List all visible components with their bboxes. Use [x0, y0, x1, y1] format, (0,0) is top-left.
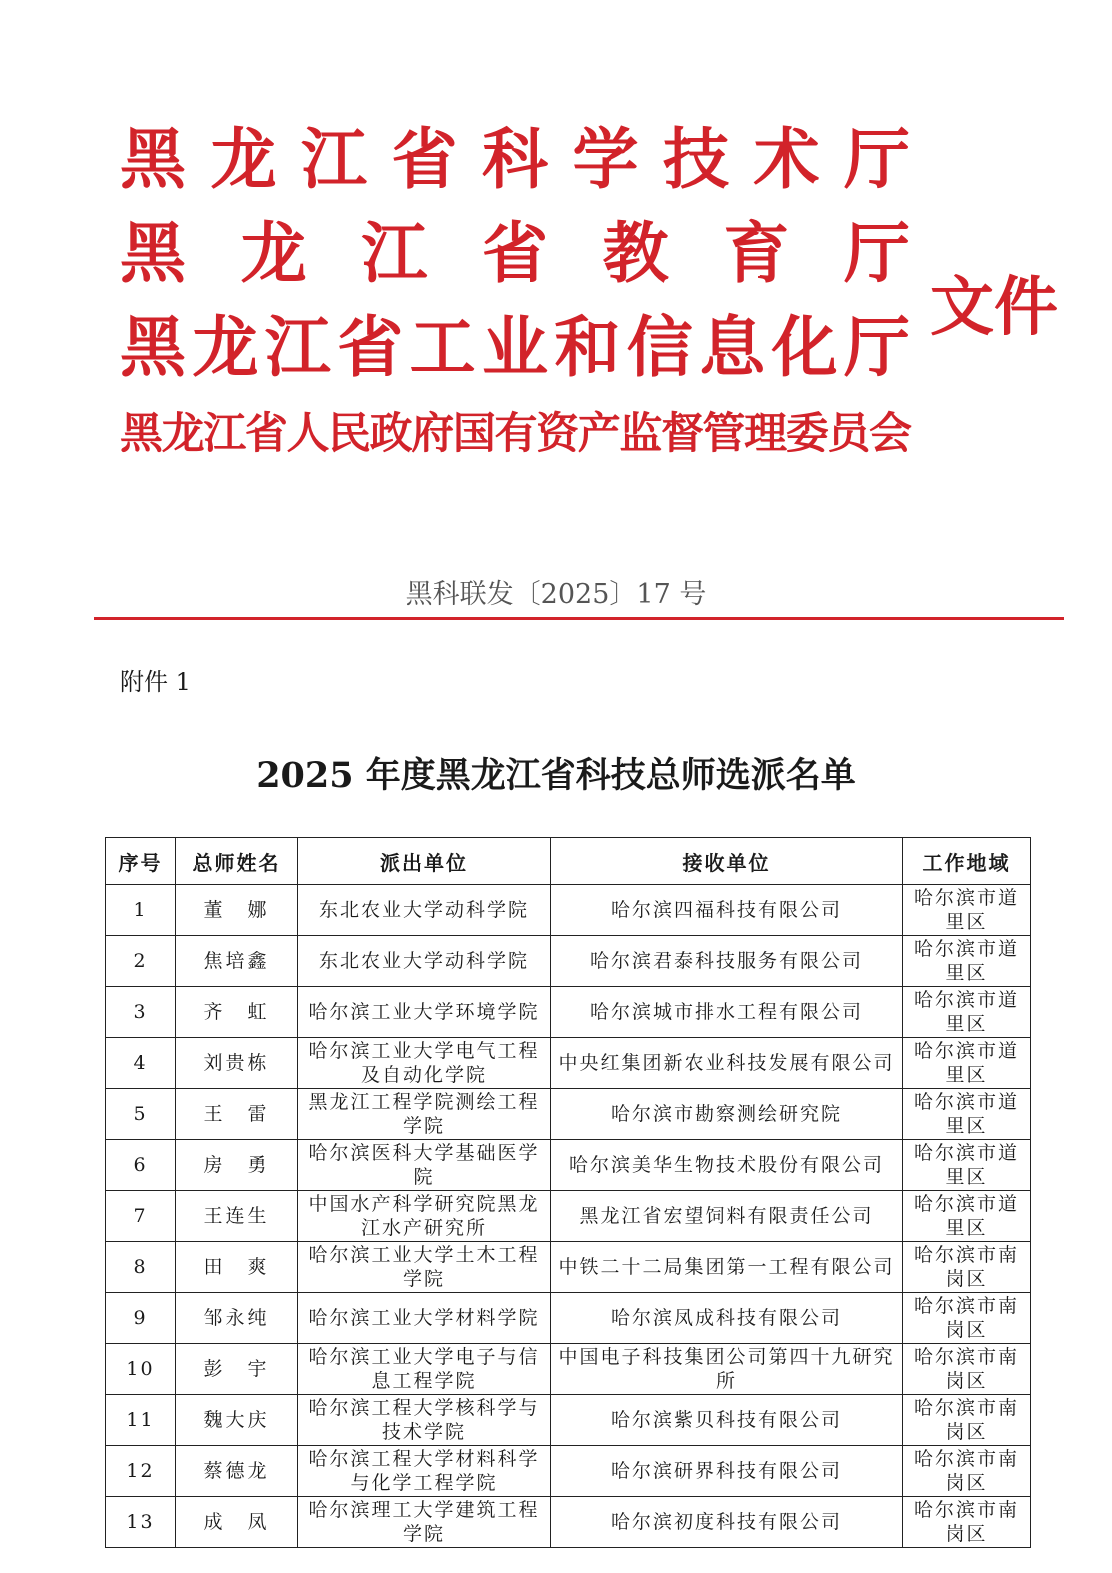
cell-to: 哈尔滨研界科技有限公司: [551, 1446, 903, 1497]
cell-no: 5: [106, 1089, 176, 1140]
cell-region: 哈尔滨市南岗区: [903, 1242, 1031, 1293]
table-row: [106, 1293, 1031, 1344]
cell-region: 哈尔滨市道里区: [903, 936, 1031, 987]
cell-from: 哈尔滨理工大学建筑工程学院: [298, 1497, 551, 1548]
cell-no: 10: [106, 1344, 176, 1395]
cell-from: 哈尔滨工业大学土木工程学院: [298, 1242, 551, 1293]
cell-name: 邹永纯: [176, 1293, 298, 1344]
cell-to: 哈尔滨四福科技有限公司: [551, 885, 903, 936]
cell-from: 哈尔滨工业大学电子与信息工程学院: [298, 1344, 551, 1395]
agency-name-2: 黑龙江省教育厅: [120, 214, 910, 292]
cell-no: 13: [106, 1497, 176, 1548]
cell-from: 东北农业大学动科学院: [298, 885, 551, 936]
cell-no: 9: [106, 1293, 176, 1344]
cell-to: 哈尔滨凤成科技有限公司: [551, 1293, 903, 1344]
cell-from: 黑龙江工程学院测绘工程学院: [298, 1089, 551, 1140]
cell-from: 中国水产科学研究院黑龙江水产研究所: [298, 1191, 551, 1242]
table-row: [106, 1395, 1031, 1446]
cell-from: 哈尔滨工程大学核科学与技术学院: [298, 1395, 551, 1446]
cell-to: 哈尔滨君泰科技服务有限公司: [551, 936, 903, 987]
cell-region: 哈尔滨市道里区: [903, 987, 1031, 1038]
cell-name: 董 娜: [176, 885, 298, 936]
table-row: [106, 1446, 1031, 1497]
cell-from: 哈尔滨工业大学环境学院: [298, 987, 551, 1038]
cell-name: 成 凤: [176, 1497, 298, 1548]
cell-from: 哈尔滨工程大学材料科学与化学工程学院: [298, 1446, 551, 1497]
cell-no: 7: [106, 1191, 176, 1242]
red-divider: [94, 617, 1064, 620]
cell-from: 哈尔滨工业大学电气工程及自动化学院: [298, 1038, 551, 1089]
cell-region: 哈尔滨市道里区: [903, 1038, 1031, 1089]
cell-name: 焦培鑫: [176, 936, 298, 987]
cell-to: 哈尔滨城市排水工程有限公司: [551, 987, 903, 1038]
cell-name: 彭 宇: [176, 1344, 298, 1395]
cell-to: 中央红集团新农业科技发展有限公司: [551, 1038, 903, 1089]
cell-no: 12: [106, 1446, 176, 1497]
cell-no: 6: [106, 1140, 176, 1191]
cell-name: 房 勇: [176, 1140, 298, 1191]
agency-name-3: 黑龙江省工业和信息化厅: [120, 308, 910, 386]
cell-to: 中铁二十二局集团第一工程有限公司: [551, 1242, 903, 1293]
table-row: [106, 1089, 1031, 1140]
cell-no: 4: [106, 1038, 176, 1089]
col-header-no: 序号: [106, 838, 176, 885]
cell-no: 8: [106, 1242, 176, 1293]
cell-to: 黑龙江省宏望饲料有限责任公司: [551, 1191, 903, 1242]
cell-name: 刘贵栋: [176, 1038, 298, 1089]
table-row: [106, 1191, 1031, 1242]
cell-region: 哈尔滨市道里区: [903, 1191, 1031, 1242]
table-row: [106, 885, 1031, 936]
cell-name: 王 雷: [176, 1089, 298, 1140]
document-suffix: 文件: [930, 270, 1058, 345]
agency-name-1: 黑龙江省科学技术厅: [120, 120, 910, 198]
table-row: [106, 1038, 1031, 1089]
attachment-label: 附件 1: [120, 668, 191, 696]
cell-region: 哈尔滨市南岗区: [903, 1446, 1031, 1497]
table-row: [106, 1344, 1031, 1395]
cell-to: 哈尔滨美华生物技术股份有限公司: [551, 1140, 903, 1191]
cell-to: 哈尔滨初度科技有限公司: [551, 1497, 903, 1548]
cell-region: 哈尔滨市南岗区: [903, 1293, 1031, 1344]
cell-to: 中国电子科技集团公司第四十九研究所: [551, 1344, 903, 1395]
cell-no: 3: [106, 987, 176, 1038]
cell-to: 哈尔滨市勘察测绘研究院: [551, 1089, 903, 1140]
cell-region: 哈尔滨市南岗区: [903, 1395, 1031, 1446]
col-header-from: 派出单位: [298, 838, 551, 885]
cell-no: 11: [106, 1395, 176, 1446]
table-row: [106, 936, 1031, 987]
cell-region: 哈尔滨市道里区: [903, 1089, 1031, 1140]
cell-region: 哈尔滨市道里区: [903, 885, 1031, 936]
cell-region: 哈尔滨市道里区: [903, 1140, 1031, 1191]
agency-name-4: 黑龙江省人民政府国有资产监督管理委员会: [120, 409, 910, 459]
cell-name: 王连生: [176, 1191, 298, 1242]
cell-from: 哈尔滨工业大学材料学院: [298, 1293, 551, 1344]
cell-no: 2: [106, 936, 176, 987]
cell-name: 蔡德龙: [176, 1446, 298, 1497]
roster-table: [105, 837, 1031, 1548]
table-row: [106, 1497, 1031, 1548]
table-row: [106, 1242, 1031, 1293]
table-row: [106, 987, 1031, 1038]
cell-no: 1: [106, 885, 176, 936]
list-title: 2025 年度黑龙江省科技总师选派名单: [256, 755, 856, 796]
letterhead: [120, 112, 910, 474]
col-header-to: 接收单位: [551, 838, 903, 885]
cell-from: 哈尔滨医科大学基础医学院: [298, 1140, 551, 1191]
cell-from: 东北农业大学动科学院: [298, 936, 551, 987]
table-row: [106, 1140, 1031, 1191]
cell-to: 哈尔滨紫贝科技有限公司: [551, 1395, 903, 1446]
table-header-row: [106, 838, 1031, 885]
col-header-name: 总师姓名: [176, 838, 298, 885]
cell-name: 齐 虹: [176, 987, 298, 1038]
cell-name: 魏大庆: [176, 1395, 298, 1446]
cell-region: 哈尔滨市南岗区: [903, 1497, 1031, 1548]
cell-name: 田 爽: [176, 1242, 298, 1293]
document-number: 黑科联发〔2025〕17 号: [405, 579, 707, 610]
col-header-region: 工作地域: [903, 838, 1031, 885]
cell-region: 哈尔滨市南岗区: [903, 1344, 1031, 1395]
